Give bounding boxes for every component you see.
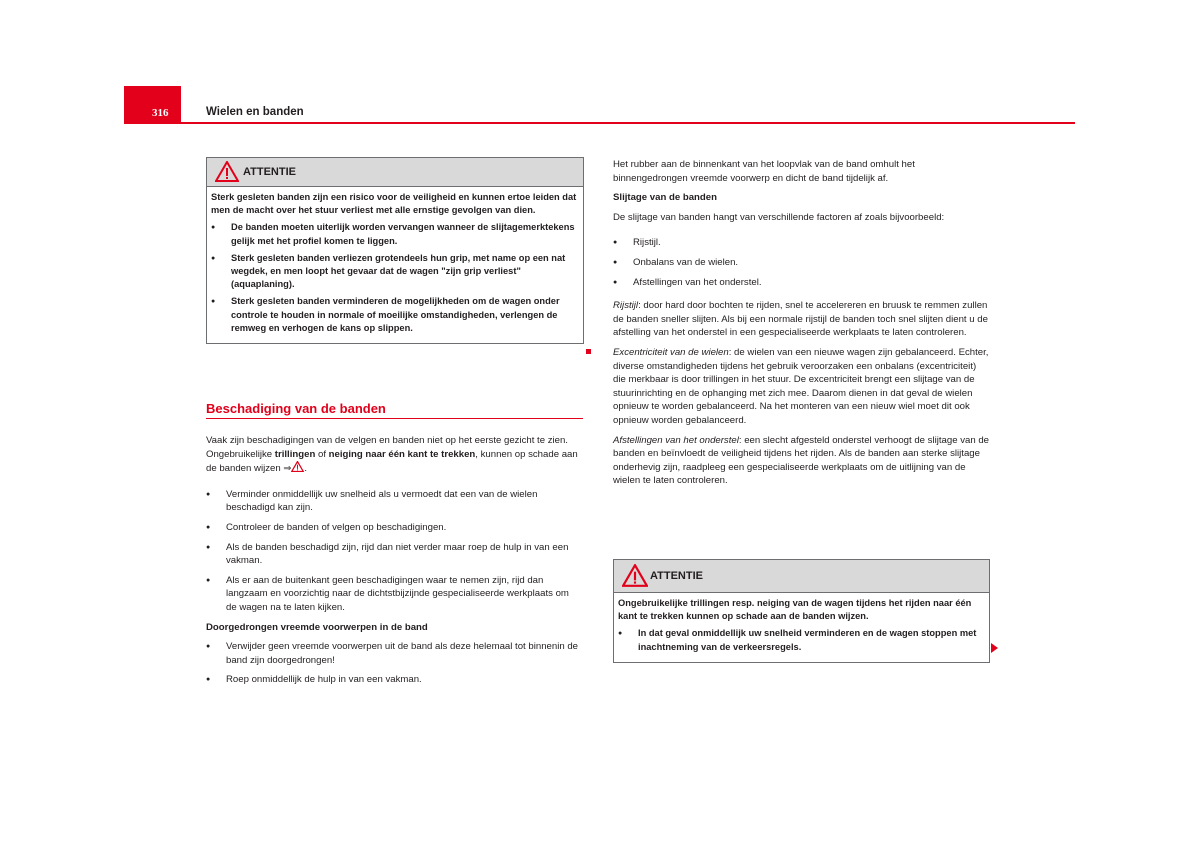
- warning-box-tread-wear: [206, 157, 584, 344]
- paragraph-suspension: Afstellingen van het onderstel: een slecht afgesteld onderstel verhoogt de slijtage van de banden en beïnvloedt de veiligheid tijdens het rijden. Als de banden aan sterke slijtage onderhevig zijn, raadpleeg een gespecialiseerde werkplaats om de uitlijning van de wielen te laten controleren.: [613, 434, 990, 487]
- left-column: [206, 434, 582, 693]
- chapter-title: Wielen en banden: [206, 106, 304, 118]
- warning-reference-icon: [291, 461, 304, 472]
- warning-header: [207, 158, 583, 187]
- warning-item: ● Sterk gesleten banden verminderen de mogelijkheden om de wagen onder controle te houden in normale of moeilijke omstandigheden, verlengen de remweg en verhogen de kans op slippen.: [211, 295, 577, 335]
- list-item: ● Onbalans van de wielen.: [613, 256, 989, 270]
- warning-intro: Sterk gesleten banden zijn een risico voor de veiligheid en kunnen ertoe leiden dat men de macht over het stuur verliest met alle ernstige gevolgen van dien.: [211, 192, 577, 216]
- warning-intro: Ongebruikelijke trillingen resp. neiging van de wagen tijdens het rijden naar één kant te trekken kunnen op schade aan de banden wijzen.: [618, 598, 972, 622]
- warning-title: ATTENTIE: [243, 166, 296, 178]
- warning-title: ATTENTIE: [650, 570, 703, 582]
- right-column: [613, 158, 989, 494]
- warning-header: [614, 560, 989, 593]
- list-item: ● Afstellingen van het onderstel.: [613, 276, 989, 290]
- paragraph: De slijtage van banden hangt van verschillende factoren af zoals bijvoorbeeld:: [613, 211, 945, 223]
- section-rule: [206, 418, 583, 419]
- list-item: ● Als de banden beschadigd zijn, rijd dan niet verder maar roep de hulp in van een vakman.: [206, 541, 582, 568]
- list-item: ● Controleer de banden of velgen op beschadigingen.: [206, 521, 582, 535]
- warning-item: ● In dat geval onmiddellijk uw snelheid verminderen en de wagen stoppen met inachtneming van de verkeersregels.: [618, 627, 983, 653]
- paragraph-driving-style: Rijstijl: door hard door bochten te rijden, snel te accelereren en bruusk te remmen zullen de banden sneller slijten. Als bij een normale rijstijl de banden toch snel slijten dient u de afstelling van het onderstel in een gespecialiseerde werkplaats te laten controleren.: [613, 300, 988, 339]
- continue-arrow-icon: [991, 643, 998, 653]
- subheading: Slijtage van de banden: [613, 192, 717, 204]
- paragraph-eccentricity: Excentriciteit van de wielen: de wielen van een nieuwe wagen zijn gebalanceerd. Echter, diverse omstandigheden tijdens het gebruik veroorzaken een onbalans (excentriciteit) die merkbaar is door trillingen in het stuur. De excentriciteit brengt een slijtage van de stuurinrichting en de ophanging met zich mee. Daarom dienen in dat geval de wielen opnieuw te worden gebalanceerd. Na het monteren van een nieuw wiel moet dit ook opnieuw worden gebalanceerd.: [613, 346, 989, 426]
- list-item: ● Verminder onmiddellijk uw snelheid als u vermoedt dat een van de wielen beschadigd kan zijn.: [206, 488, 582, 515]
- page-number: 316: [152, 107, 169, 119]
- end-marker: [586, 349, 591, 354]
- warning-item: ● De banden moeten uiterlijk worden vervangen wanneer de slijtagemerktekens gelijk met het profiel komen te liggen.: [211, 221, 577, 247]
- subheading: Doorgedrongen vreemde voorwerpen in de band: [206, 621, 428, 633]
- list-item: ● Roep onmiddellijk de hulp in van een vakman.: [206, 673, 582, 687]
- header-rule: [181, 122, 1075, 124]
- list-item: ● Verwijder geen vreemde voorwerpen uit de band als deze helemaal tot binnenin de band zijn doorgedrongen!: [206, 640, 582, 667]
- list-item: ● Als er aan de buitenkant geen beschadigingen waar te nemen zijn, rijd dan langzaam en voorzichtig naar de dichtstbijzijnde gespecialiseerde werkplaats om de wagen na te laten kijken.: [206, 574, 582, 615]
- paragraph: Het rubber aan de binnenkant van het loopvlak van de band omhult het binnengedrongen vreemde voorwerp en dicht de band tijdelijk af.: [613, 159, 915, 184]
- section-title: Beschadiging van de banden: [206, 401, 386, 416]
- intro-paragraph: Vaak zijn beschadigingen van de velgen en banden niet op het eerste gezicht te zien. Ongebruikelijke trillingen of neiging naar één kant te trekken, kunnen op schade aan de banden wijzen ⇒ .: [206, 435, 578, 475]
- warning-triangle-icon: [215, 161, 239, 182]
- list-item: ● Rijstijl.: [613, 236, 989, 250]
- warning-box-vibrations: [613, 559, 990, 663]
- warning-item: ● Sterk gesleten banden verliezen grotendeels hun grip, met name op een nat wegdek, en men loopt het gevaar dat de wagen "zijn grip verliest" (aquaplaning).: [211, 252, 577, 292]
- warning-triangle-icon: [622, 564, 648, 587]
